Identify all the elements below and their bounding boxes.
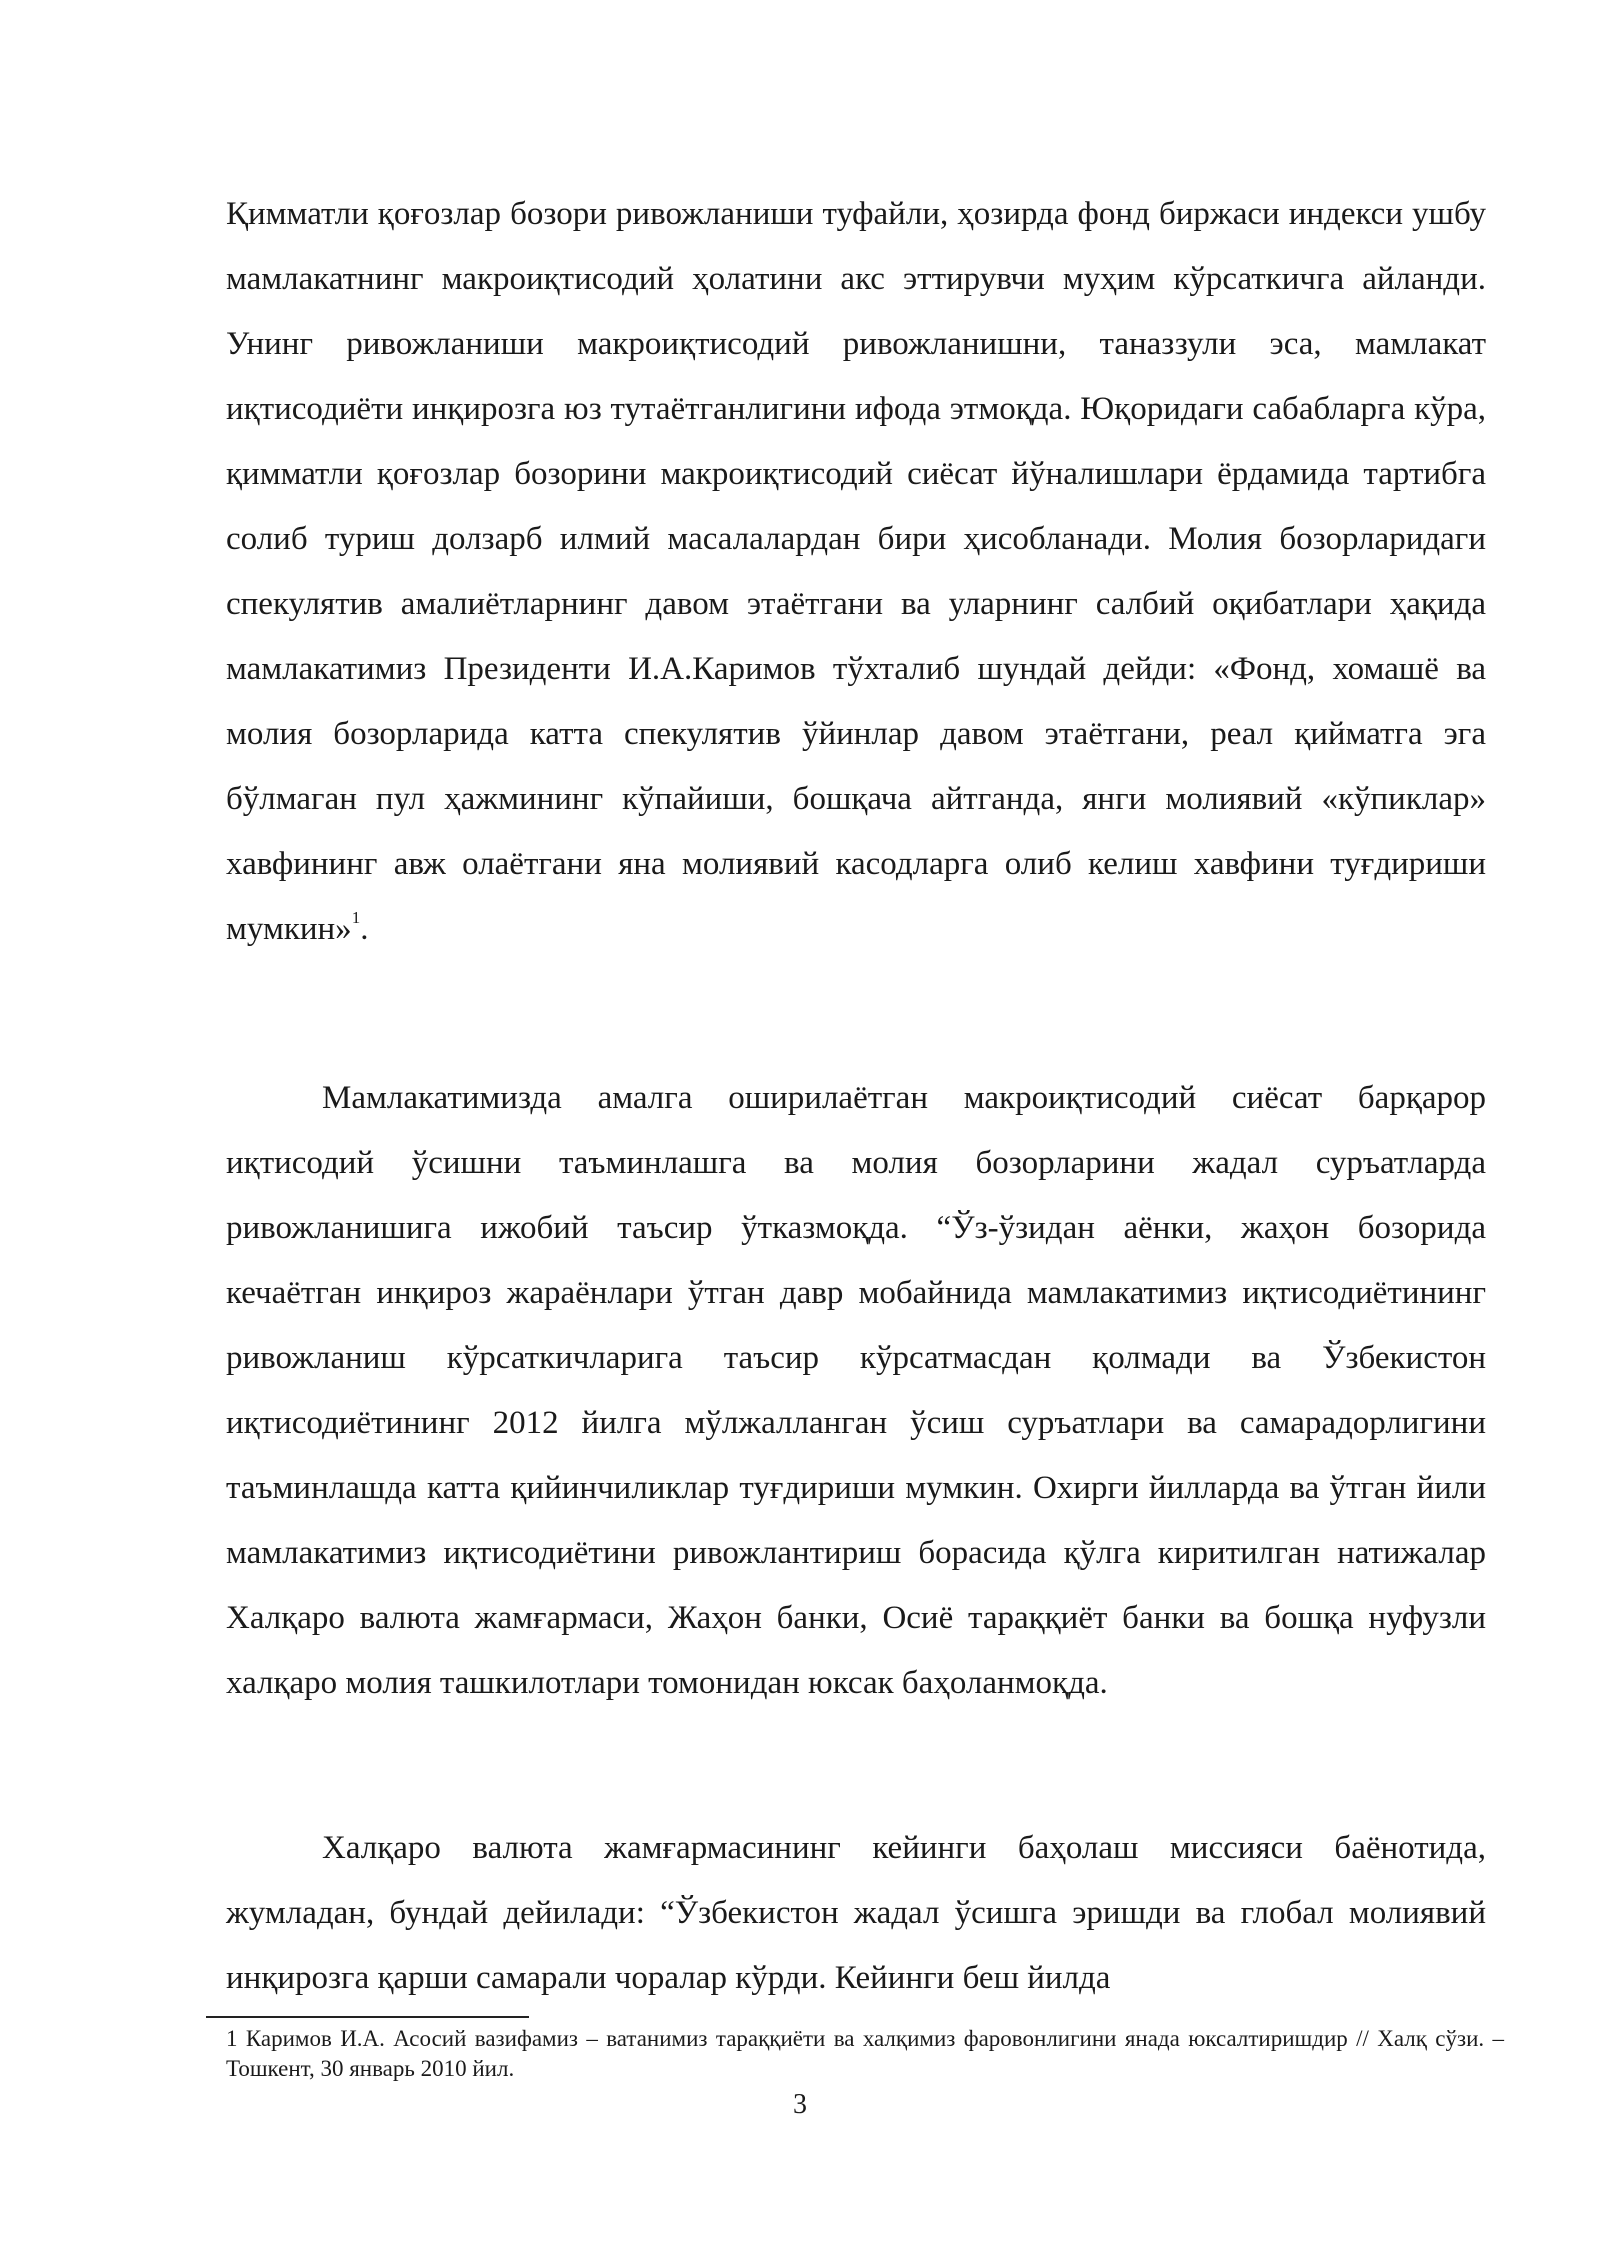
paragraph-3: Халқаро валюта жамғармасининг кейинги баҳолаш миссияси баёнотида, жумладан, бундай дейилади: “Ўзбекистон жадал ўсишга эришди ва глобал молиявий инқирозга қарши самарали чоралар кўрди. Кейинги беш йилда	[226, 1830, 1486, 1996]
paragraph-1-text: Қимматли қоғозлар бозори ривожланиши туфайли, ҳозирда фонд биржаси индекси ушбу мамлакатнинг макроиқтисодий ҳолатини акс эттирувчи муҳим кўрсаткичга айланди. Унинг ривожланиши макроиқтисодий ривожланишни, таназзули эса, мамлакат иқтисодиёти инқирозга юз тутаётганлигини ифода этмоқда. Юқоридаги сабабларга кўра, қимматли қоғозлар бозорини макроиқтисодий сиёсат йўналишлари ёрдамида тартибга солиб туриш долзарб илмий масалалардан бири ҳисобланади. Молия бозорларидаги спекулятив амалиётларнинг давом этаётгани ва уларнинг салбий оқибатлари ҳақида мамлакатимиз Президенти И.А.Каримов тўхталиб шундай дейди: «Фонд, хомашё ва молия бозорларида катта спекулятив ўйинлар давом этаётгани, реал қийматга эга бўлмаган пул ҳажмининг кўпайиши, бошқача айтганда, янги молиявий «кўпиклар» хавфининг авж олаётгани яна молиявий касодларга олиб келиш хавфини туғдириши мумкин»	[226, 196, 1486, 947]
paragraph-1-end: .	[360, 911, 369, 947]
paragraph-1	[226, 182, 1486, 962]
paragraph-2: Мамлакатимизда амалга оширилаётган макроиқтисодий сиёсат барқарор иқтисодий ўсишни таъминлашга ва молия бозорларини жадал суръатларда ривожланишига ижобий таъсир ўтказмоқда. “Ўз-ўзидан аёнки, жаҳон бозорида кечаётган инқироз жараёнлари ўтган давр мобайнида мамлакатимиз иқтисодиётининг ривожланиш кўрсаткичларига таъсир кўрсатмасдан қолмади ва Ўзбекистон иқтисодиётининг 2012 йилга мўлжалланган ўсиш суръатлари ва самарадорлигини таъминлашда катта қийинчиликлар туғдириши мумкин. Охирги йилларда ва ўтган йили мамлакатимиз иқтисодиётини ривожлантириш борасида қўлга киритилган натижалар Халқаро валюта жамғармаси, Жаҳон банки, Осиё тараққиёт банки ва бошқа нуфузли халқаро молия ташкилотлари томонидан юксак баҳоланмоқда.	[226, 1080, 1486, 1701]
footnote-separator	[206, 2016, 529, 2018]
footnote-reference[interactable]: 1	[351, 908, 361, 927]
footnote-1: 1 Каримов И.А. Асосий вазифамиз – ватанимиз тараққиёти ва халқимиз фаровонлигини янада юксалтиришдир // Халқ сўзи. – Тошкент, 30 январь 2010 йил.	[226, 2026, 1504, 2081]
page-number: 3	[793, 2089, 807, 2120]
